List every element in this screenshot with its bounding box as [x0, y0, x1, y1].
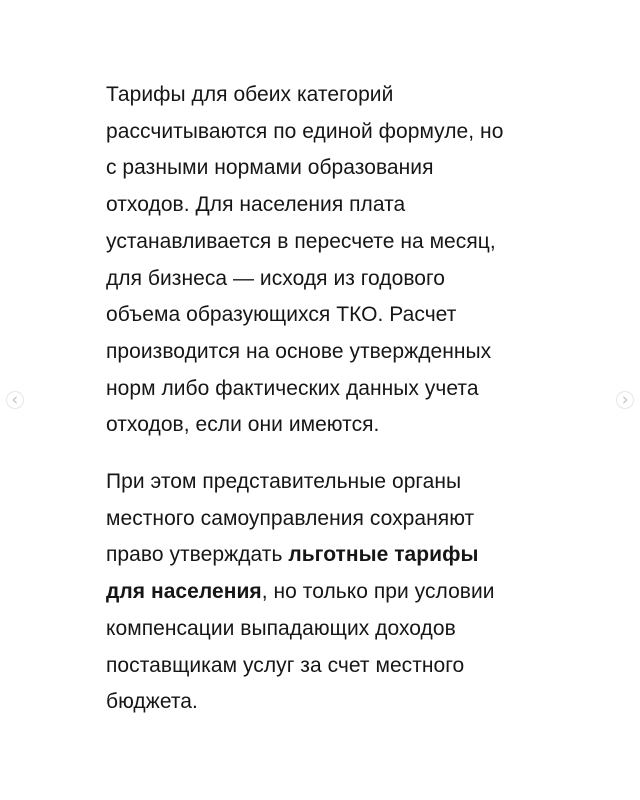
text-line: местного самоуправления сохраняют [106, 506, 475, 530]
text-line: поставщикам услуг за счет местного [106, 653, 465, 677]
previous-slide-button[interactable] [6, 391, 24, 409]
text-fragment: , но только при условии [261, 580, 495, 604]
text-line: рассчитываются по единой формуле, но [106, 119, 504, 143]
text-line: При этом представительные органы [106, 470, 462, 494]
paragraph-tariff-calculation [106, 77, 586, 444]
bold-text-emphasis: льготные тарифы [288, 543, 479, 567]
text-line [106, 574, 586, 611]
text-line: компенсации выпадающих доходов [106, 616, 456, 640]
chevron-left-icon [10, 395, 20, 405]
text-line: отходов. Для населения плата [106, 193, 406, 217]
slide-text-content [106, 77, 586, 721]
bold-text-emphasis: для населения [106, 580, 262, 604]
paragraph-preferential-tariffs [106, 464, 586, 721]
text-line: Тарифы для обеих категорий [106, 83, 394, 106]
text-line: отходов, если они имеются. [106, 413, 380, 437]
text-line: норм либо фактических данных учета [106, 376, 479, 400]
text-line: производится на основе утвержденных [106, 339, 492, 363]
text-line: устанавливается в пересчете на месяц, [106, 229, 496, 253]
text-line [106, 537, 586, 574]
chevron-right-icon [620, 395, 630, 405]
text-line: для бизнеса — исходя из годового [106, 266, 446, 290]
text-line: с разными нормами образования [106, 156, 434, 180]
text-line: объема образующихся ТКО. Расчет [106, 303, 457, 327]
next-slide-button[interactable] [616, 391, 634, 409]
text-fragment: право утверждать [106, 543, 289, 567]
text-line: бюджета. [106, 690, 198, 714]
